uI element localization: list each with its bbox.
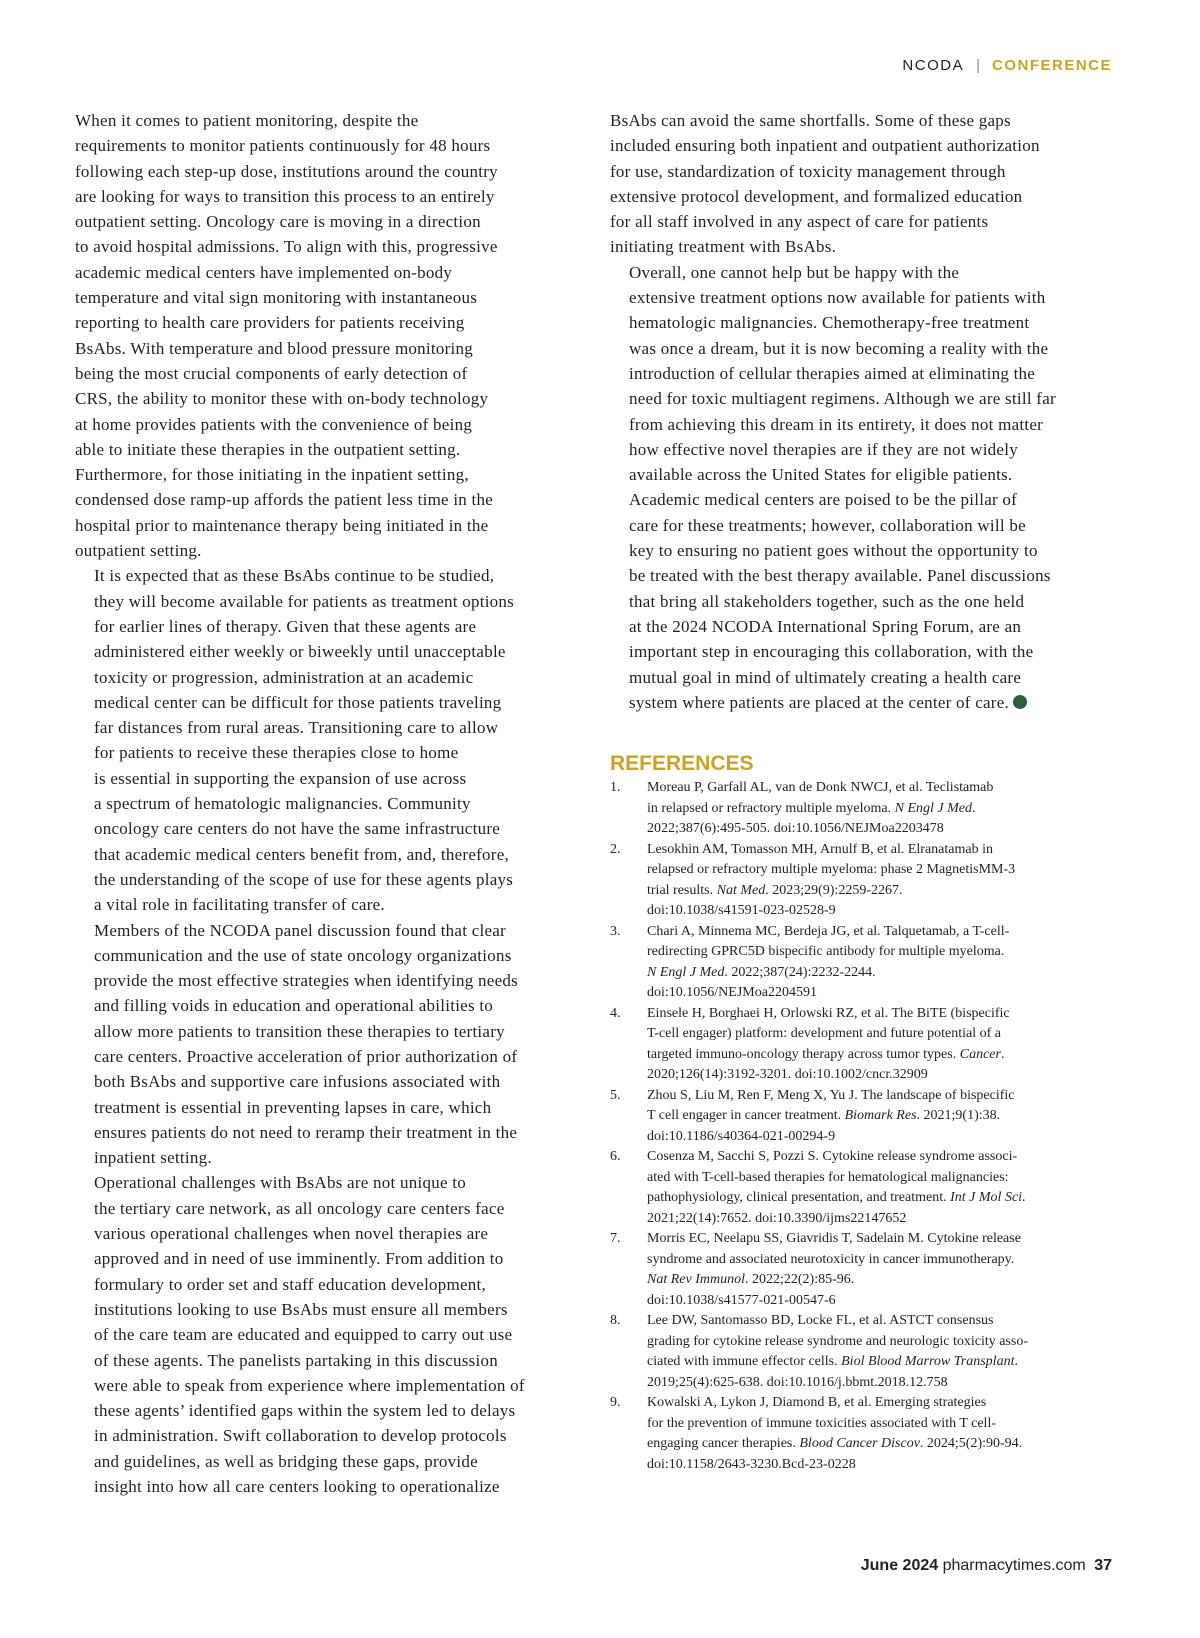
reference-text: . 2024;5(2):90-94. [919, 1436, 1023, 1451]
reference-number: 4. [610, 1005, 621, 1021]
text-line: and guidelines, as well as bridging these gaps, provide [94, 1451, 478, 1471]
reference-number: 2. [610, 841, 621, 857]
reference-line [647, 1311, 1110, 1332]
reference-text: redirecting GPRC5D bispecific antibody for multiple myeloma. [647, 944, 1005, 959]
journal-name: Biomark Res [844, 1108, 917, 1123]
reference-line [647, 983, 1110, 1004]
text-line: administered either weekly or biweekly until unacceptable [94, 642, 506, 662]
text-line: academic medical centers have implemented on-body [75, 262, 453, 282]
reference-item [610, 1004, 1110, 1086]
reference-text: . 2023;29(9):2259-2267. [765, 882, 903, 898]
reference-item [610, 1147, 1110, 1229]
reference-text: . [972, 800, 976, 816]
text-line: communication and the use of state oncology organizations [94, 945, 512, 965]
text-line: toxicity or progression, administration at an academic [94, 667, 474, 687]
reference-line [647, 799, 1110, 820]
text-line: they will become available for patients as treatment options [94, 591, 515, 611]
text-line: for use, standardization of toxicity management through [610, 161, 1006, 181]
text-line: system where patients are placed at the center of care. [610, 690, 1110, 715]
journal-name: Blood Cancer Discov [799, 1436, 920, 1451]
text-line: introduction of cellular therapies aimed at eliminating the [629, 363, 1036, 383]
reference-text: targeted immuno-oncology therapy across tumor types. [647, 1046, 960, 1062]
text-line: outpatient setting. Oncology care is moving in a direction [75, 212, 481, 232]
text-line: extensive protocol development, and formalized education [610, 186, 1023, 206]
text-line: far distances from rural areas. Transitioning care to allow [94, 718, 499, 738]
reference-text: 2022;387(6):495-505. doi:10.1056/NEJMoa2203478 [647, 821, 944, 836]
reference-text: T cell engager in cancer treatment. [647, 1108, 845, 1123]
paragraph [75, 108, 575, 563]
reference-line [647, 1229, 1110, 1250]
text-line: Academic medical centers are poised to be the pillar of [629, 490, 1018, 510]
footer-date: June 2024 [860, 1557, 939, 1574]
text-line: hematologic malignancies. Chemotherapy-free treatment [629, 313, 1030, 333]
footer-site: pharmacytimes.com [942, 1557, 1086, 1574]
text-line: BsAbs can avoid the same shortfalls. Some of these gaps [610, 111, 1011, 130]
text-line: for all staff involved in any aspect of care for patients [610, 212, 989, 232]
text-line: reporting to health care providers for patients receiving [75, 313, 465, 333]
text-line: these agents’ identified gaps within the system led to delays [94, 1401, 516, 1421]
text-line: various operational challenges when novel therapies are [94, 1224, 489, 1244]
reference-text: Kowalski A, Lykon J, Diamond B, et al. Emerging strategies [647, 1395, 987, 1410]
text-line: that academic medical centers benefit from, and, therefore, [94, 844, 509, 864]
reference-text: Moreau P, Garfall AL, van de Donk NWCJ, et al. Teclistamab [647, 780, 994, 795]
reference-item [610, 778, 1110, 840]
reference-text: Lee DW, Santomasso BD, Locke FL, et al. ASTCT consensus [647, 1313, 994, 1328]
text-line: ensures patients do not need to reramp their treatment in the [94, 1122, 518, 1142]
text-line: included ensuring both inpatient and outpatient authorization [610, 136, 1040, 156]
journal-name: N Engl J Med [647, 964, 725, 980]
reference-text: grading for cytokine release syndrome and neurologic toxicity asso- [647, 1333, 1028, 1349]
text-line: for earlier lines of therapy. Given that these agents are [94, 616, 477, 636]
reference-text: 2021;22(14):7652. doi:10.3390/ijms22147652 [647, 1210, 907, 1226]
text-line: medical center can be difficult for those patients traveling [94, 692, 502, 712]
text-line: Operational challenges with BsAbs are not unique to [94, 1173, 467, 1193]
text-line: care centers. Proactive acceleration of prior authorization of [94, 1046, 518, 1066]
journal-name: Cancer [959, 1046, 1001, 1062]
header-publication: NCODA [902, 57, 965, 74]
page-footer [861, 1557, 1112, 1575]
text-line: requirements to monitor patients continuously for 48 hours [75, 136, 491, 156]
text-line: able to initiate these therapies in the outpatient setting. [75, 439, 461, 459]
reference-line [647, 901, 1110, 922]
text-line: being the most crucial components of early detection of [75, 363, 468, 383]
reference-text: doi:10.1038/s41591-023-02528-9 [647, 903, 836, 918]
text-line: important step in encouraging this collaboration, with the [629, 642, 1034, 662]
text-line: from achieving this dream in its entirety, it does not matter [629, 414, 1044, 434]
text-line: be treated with the best therapy available. Panel discussions [629, 566, 1051, 586]
reference-number: 5. [610, 1087, 621, 1103]
reference-line [647, 1250, 1110, 1271]
text-line: institutions looking to use BsAbs must ensure all members [94, 1299, 508, 1319]
reference-number: 6. [610, 1149, 621, 1164]
reference-line [647, 1209, 1110, 1230]
reference-item [610, 1229, 1110, 1311]
reference-line [647, 881, 1110, 902]
text-line: Overall, one cannot help but be happy with the [629, 262, 960, 282]
text-line: are looking for ways to transition this process to an entirely [75, 186, 495, 206]
text-line: the tertiary care network, as all oncology care centers face [94, 1198, 505, 1218]
text-line: outpatient setting. [75, 541, 202, 561]
reference-line [647, 840, 1110, 861]
reference-line [647, 778, 1110, 799]
reference-item [610, 840, 1110, 922]
header-section: CONFERENCE [991, 57, 1112, 74]
reference-line [647, 1086, 1110, 1107]
text-line: Furthermore, for those initiating in the inpatient setting, [75, 465, 469, 485]
text-line: hospital prior to maintenance therapy being initiated in the [75, 515, 489, 535]
reference-text: pathophysiology, clinical presentation, and treatment. [647, 1190, 951, 1205]
reference-line [647, 1270, 1110, 1291]
running-header [902, 57, 1112, 74]
text-line: formulary to order set and staff education development, [94, 1274, 487, 1294]
reference-text: doi:10.1056/NEJMoa2204591 [647, 985, 817, 1000]
reference-text: syndrome and associated neurotoxicity in cancer immunotherapy. [647, 1251, 1015, 1267]
reference-line [647, 1352, 1110, 1373]
text-line: temperature and vital sign monitoring with instantaneous [75, 288, 478, 308]
reference-number: 3. [610, 923, 621, 939]
reference-text: relapsed or refractory multiple myeloma: phase 2 MagnetisMM-3 [647, 862, 1016, 877]
end-of-article-icon [1013, 695, 1027, 709]
text-line: following each step-up dose, institutions around the country [75, 161, 498, 181]
references-section [610, 752, 1110, 1475]
reference-line [647, 1188, 1110, 1209]
reference-line [647, 1024, 1110, 1045]
reference-text: trial results. [647, 882, 717, 898]
text-line: allow more patients to transition these therapies to tertiary [94, 1021, 505, 1041]
text-line: a vital role in facilitating transfer of care. [94, 895, 385, 915]
paragraph [610, 487, 1110, 715]
text-line: is essential in supporting the expansion of use across [94, 768, 467, 788]
reference-text: . 2021;9(1):38. [916, 1108, 1001, 1123]
reference-text: Cosenza M, Sacchi S, Pozzi S. Cytokine release syndrome associ- [647, 1149, 1018, 1164]
text-line: available across the United States for eligible patients. [629, 465, 1013, 485]
reference-text: 2020;126(14):3192-3201. doi:10.1002/cncr.32909 [647, 1067, 928, 1082]
reference-number: 1. [610, 780, 621, 795]
reference-text: ciated with immune effector cells. [647, 1354, 842, 1369]
text-line: the understanding of the scope of use for these agents plays [94, 869, 514, 889]
paragraph [610, 108, 1110, 260]
reference-line [647, 1106, 1110, 1127]
text-line: that bring all stakeholders together, such as the one held [629, 591, 1025, 611]
reference-item [610, 1311, 1110, 1393]
text-line: approved and in need of use imminently. From addition to [94, 1249, 504, 1269]
reference-text: Lesokhin AM, Tomasson MH, Arnulf B, et al. Elranatamab in [647, 841, 993, 857]
text-line: It is expected that as these BsAbs continue to be studied, [94, 566, 495, 586]
journal-name: Biol Blood Marrow Transplant [841, 1354, 1015, 1369]
journal-name: Nat Med [716, 882, 766, 898]
reference-text: doi:10.1038/s41577-021-00547-6 [647, 1292, 836, 1308]
reference-text: T-cell engager) platform: development and future potential of a [647, 1026, 1002, 1041]
reference-line [647, 1393, 1110, 1414]
text-line: in administration. Swift collaboration to develop protocols [94, 1426, 507, 1446]
text-line: mutual goal in mind of ultimately creating a health care [629, 667, 1022, 687]
reference-text: 2019;25(4):625-638. doi:10.1016/j.bbmt.2018.12.758 [647, 1374, 948, 1390]
reference-text: in relapsed or refractory multiple myeloma. [647, 800, 895, 816]
reference-text: . 2022;22(2):85-96. [744, 1272, 855, 1287]
text-line: oncology care centers do not have the same infrastructure [94, 819, 501, 839]
text-line: for patients to receive these therapies close to home [94, 743, 459, 763]
text-line: key to ensuring no patient goes without the opportunity to [629, 541, 1038, 561]
reference-line [647, 1373, 1110, 1394]
reference-text: Einsele H, Borghaei H, Orlowski RZ, et al. The BiTE (bispecific [647, 1005, 1010, 1021]
references-title: REFERENCES [610, 752, 754, 775]
reference-line [647, 1045, 1110, 1066]
text-line: a spectrum of hematologic malignancies. Community [94, 794, 471, 814]
text-line: need for toxic multiagent regimens. Although we are still far [629, 389, 1056, 409]
reference-line [647, 1332, 1110, 1353]
text-line: When it comes to patient monitoring, despite the [75, 111, 419, 130]
reference-text: ated with T-cell-based therapies for hematological malignancies: [647, 1169, 1009, 1185]
reference-text: Zhou S, Liu M, Ren F, Meng X, Yu J. The landscape of bispecific [647, 1087, 1015, 1103]
reference-line [647, 942, 1110, 963]
reference-text: for the prevention of immune toxicities associated with T cell- [647, 1415, 997, 1431]
text-line: was once a dream, but it is now becoming a reality with the [629, 338, 1049, 358]
text-line: to avoid hospital admissions. To align with this, progressive [75, 237, 498, 257]
reference-item [610, 922, 1110, 1004]
text-line: how effective novel therapies are if they are not widely [629, 439, 1018, 459]
header-separator: | [976, 57, 980, 74]
reference-line [647, 1291, 1110, 1312]
reference-text: . [1022, 1190, 1026, 1205]
text-line: CRS, the ability to monitor these with on-body technology [75, 389, 489, 409]
journal-name: N Engl J Med [894, 800, 973, 816]
page-number: 37 [1094, 1557, 1112, 1574]
reference-number: 8. [610, 1313, 621, 1328]
reference-text: Morris EC, Neelapu SS, Giavridis T, Sadelain M. Cytokine release [647, 1231, 1021, 1246]
journal-name: Int J Mol Sci [950, 1190, 1023, 1205]
reference-text: Chari A, Minnema MC, Berdeja JG, et al. Talquetamab, a T-cell- [647, 923, 1010, 939]
paragraph [75, 918, 575, 1171]
reference-item [610, 1086, 1110, 1148]
paragraph [610, 260, 1110, 488]
text-line: treatment is essential in preventing lapses in care, which [94, 1097, 492, 1117]
reference-item [610, 1393, 1110, 1475]
references-list [610, 778, 1110, 1475]
reference-line [647, 1455, 1110, 1476]
journal-name: Nat Rev Immunol [647, 1272, 745, 1287]
reference-line [647, 819, 1110, 840]
reference-line [647, 922, 1110, 943]
right-column [610, 108, 1110, 715]
reference-line [647, 1004, 1110, 1025]
reference-line [647, 1127, 1110, 1148]
reference-text: . [1000, 1046, 1005, 1062]
text-line: condensed dose ramp-up affords the patient less time in the [75, 490, 494, 510]
text-line: initiating treatment with BsAbs. [610, 237, 837, 257]
reference-number: 9. [610, 1395, 621, 1410]
text-line: of these agents. The panelists partaking in this discussion [94, 1350, 498, 1370]
text-line: Members of the NCODA panel discussion found that clear [94, 920, 506, 940]
reference-line [647, 963, 1110, 984]
reference-text: . 2022;387(24):2232-2244. [724, 964, 876, 980]
reference-line [647, 1434, 1110, 1455]
text-line: both BsAbs and supportive care infusions associated with [94, 1072, 501, 1092]
text-line: care for these treatments; however, collaboration will be [629, 515, 1026, 535]
reference-line [647, 1168, 1110, 1189]
left-column [75, 108, 575, 1499]
text-line: extensive treatment options now available for patients with [629, 288, 1046, 308]
text-line: BsAbs. With temperature and blood pressure monitoring [75, 338, 473, 358]
text-line: at home provides patients with the convenience of being [75, 414, 473, 434]
text-line: inpatient setting. [94, 1148, 212, 1168]
paragraph [75, 563, 575, 917]
text-line: at the 2024 NCODA International Spring Forum, are an [629, 616, 1022, 636]
text-line: were able to speak from experience where implementation of [94, 1375, 525, 1395]
paragraph [75, 1170, 575, 1499]
text-line: insight into how all care centers looking to operationalize [94, 1477, 500, 1497]
reference-text: . [1014, 1354, 1018, 1369]
reference-line [647, 860, 1110, 881]
reference-number: 7. [610, 1231, 621, 1246]
text-line: and filling voids in education and operational abilities to [94, 996, 494, 1016]
reference-line [647, 1065, 1110, 1086]
text-line: provide the most effective strategies when identifying needs [94, 971, 518, 991]
reference-text: doi:10.1186/s40364-021-00294-9 [647, 1128, 836, 1144]
reference-text: engaging cancer therapies. [647, 1436, 800, 1451]
reference-line [647, 1414, 1110, 1435]
reference-text: doi:10.1158/2643-3230.Bcd-23-0228 [647, 1456, 856, 1472]
text-line: of the care team are educated and equipped to carry out use [94, 1325, 513, 1345]
reference-line [647, 1147, 1110, 1168]
